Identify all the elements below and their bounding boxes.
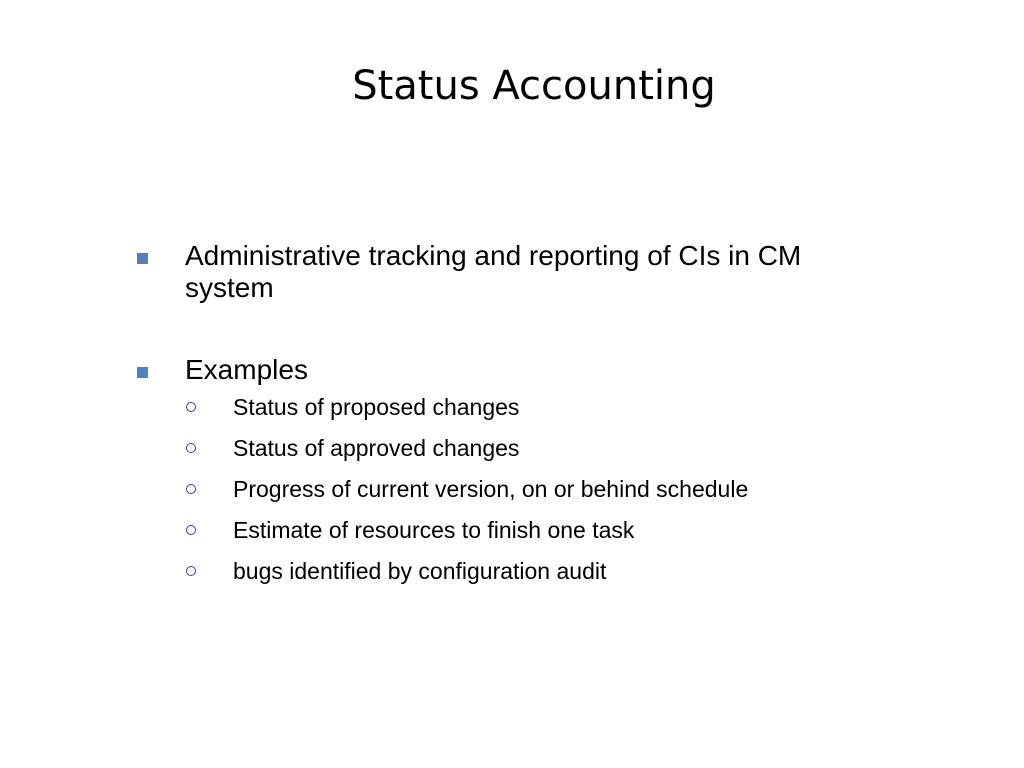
- sub-bullet-item: [132, 475, 952, 503]
- bullet-item-examples: [132, 354, 952, 386]
- examples-sub-list: [132, 393, 952, 585]
- slide-body: [132, 240, 952, 598]
- sub-bullet-text: Progress of current version, on or behind schedule: [233, 476, 749, 502]
- square-bullet-icon: [137, 367, 148, 378]
- slide-title: Status Accounting: [352, 63, 716, 109]
- sub-bullet-text: Status of approved changes: [233, 435, 520, 461]
- bullet-item-tracking: [132, 240, 952, 304]
- sub-bullet-item: [132, 557, 952, 585]
- circle-bullet-icon: [186, 443, 196, 453]
- circle-bullet-icon: [186, 402, 196, 412]
- square-bullet-icon: [137, 253, 148, 264]
- circle-bullet-icon: [186, 484, 196, 494]
- circle-bullet-icon: [186, 525, 196, 535]
- sub-bullet-text: bugs identified by configuration audit: [233, 558, 607, 584]
- bullet-text: Examples: [185, 354, 308, 385]
- sub-bullet-item: [132, 393, 952, 421]
- sub-bullet-text: Status of proposed changes: [233, 394, 520, 420]
- sub-bullet-item: [132, 516, 952, 544]
- sub-bullet-text: Estimate of resources to finish one task: [233, 517, 635, 543]
- sub-bullet-item: [132, 434, 952, 462]
- circle-bullet-icon: [186, 566, 196, 576]
- bullet-text-line2: system: [185, 272, 274, 303]
- bullet-text-line1: Administrative tracking and reporting of CIs in CM: [185, 240, 802, 271]
